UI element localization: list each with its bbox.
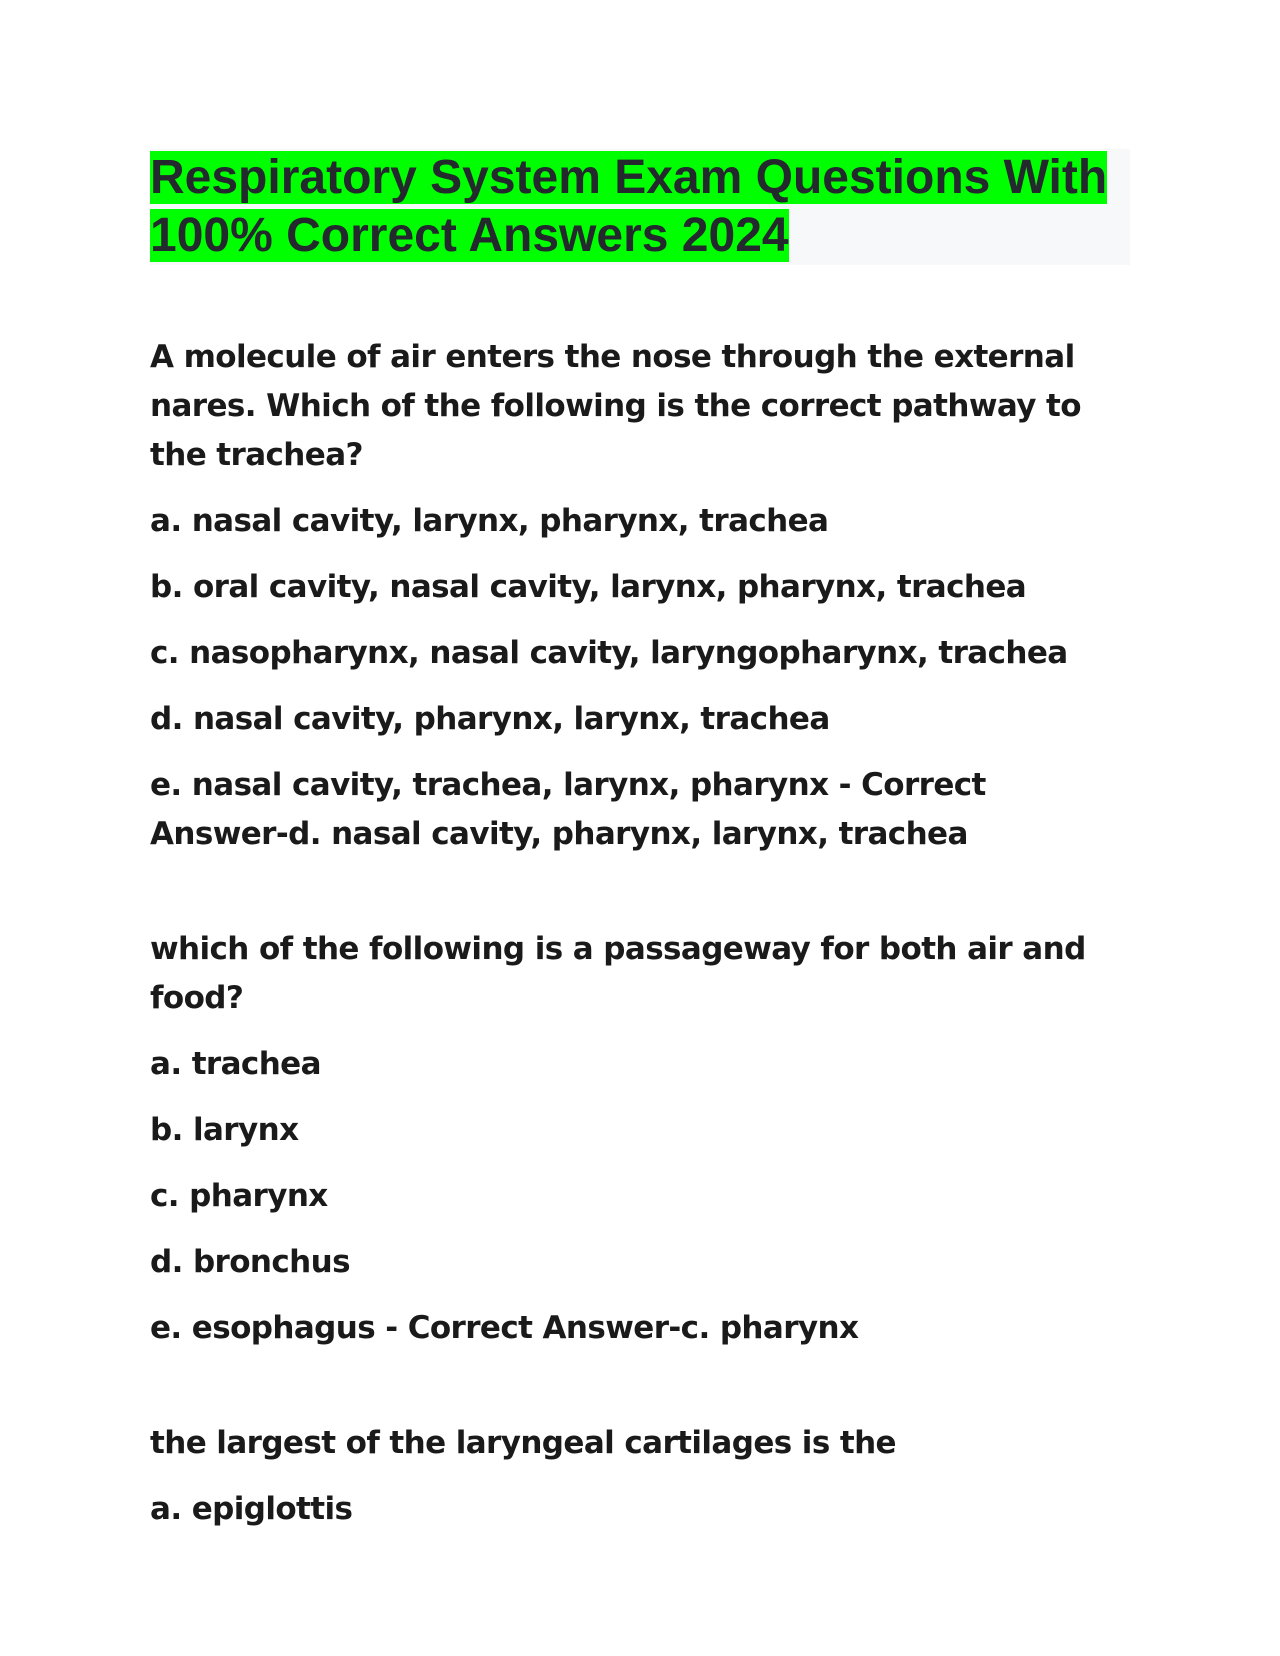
answer-option: a. nasal cavity, larynx, pharynx, trachea xyxy=(150,503,829,539)
question-2 xyxy=(150,925,1130,1353)
answer-option: a. epiglottis xyxy=(150,1491,353,1527)
question-list xyxy=(150,333,1130,1600)
answer-option-with-correct-answer: e. nasal cavity, trachea, larynx, pharynx - Correct Answer-d. nasal cavity, pharynx, larynx, trachea xyxy=(150,767,986,852)
title-highlight: Respiratory System Exam Questions With 100% Correct Answers 2024 xyxy=(150,151,1108,262)
question-3 xyxy=(150,1419,1130,1534)
answer-option: c. nasopharynx, nasal cavity, laryngopharynx, trachea xyxy=(150,635,1068,671)
answer-option: a. trachea xyxy=(150,1046,321,1082)
answer-option: d. nasal cavity, pharynx, larynx, trachea xyxy=(150,701,830,737)
title-block xyxy=(150,149,1130,265)
answer-option: d. bronchus xyxy=(150,1244,350,1280)
answer-option: c. pharynx xyxy=(150,1178,328,1214)
answer-option: b. larynx xyxy=(150,1112,299,1148)
answer-option-with-correct-answer: e. esophagus - Correct Answer-c. pharynx xyxy=(150,1310,859,1346)
question-1 xyxy=(150,333,1130,859)
answer-option: b. oral cavity, nasal cavity, larynx, pharynx, trachea xyxy=(150,569,1027,605)
document-title xyxy=(150,149,1130,265)
question-text: the largest of the laryngeal cartilages is the xyxy=(150,1425,896,1461)
question-text: A molecule of air enters the nose through the external nares. Which of the following is the correct pathway to the trachea? xyxy=(150,339,1081,473)
question-text: which of the following is a passageway for both air and food? xyxy=(150,931,1086,1016)
